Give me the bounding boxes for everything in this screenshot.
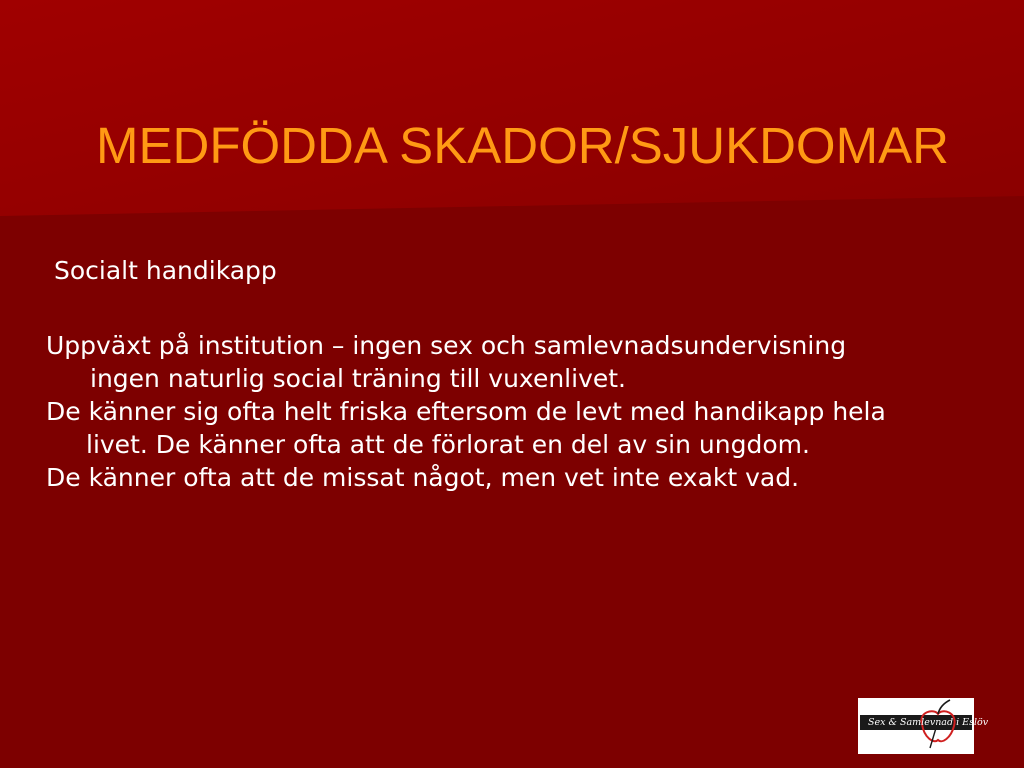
subheading: Socialt handikapp [54, 256, 277, 285]
paragraph-4: De känner ofta att de missat något, men vet inte exakt vad. [46, 463, 800, 492]
paragraph-1: Uppväxt på institution – ingen sex och samlevnadsundervisning [46, 331, 847, 360]
title-band-shape [0, 0, 1024, 216]
organization-logo [858, 698, 989, 754]
slide-title: MEDFÖDDA SKADOR/SJUKDOMAR [96, 117, 949, 174]
paragraph-3: De känner sig ofta helt friska eftersom de levt med handikapp hela livet. De känner ofta att de förlorat en del av sin ungdom. [46, 397, 886, 459]
logo-text: Sex & Samlevnad i Eslöv [868, 717, 989, 728]
title-band [0, 0, 1024, 216]
slide-body [46, 254, 926, 494]
paragraph-2: ingen naturlig social träning till vuxenlivet. [90, 364, 626, 393]
